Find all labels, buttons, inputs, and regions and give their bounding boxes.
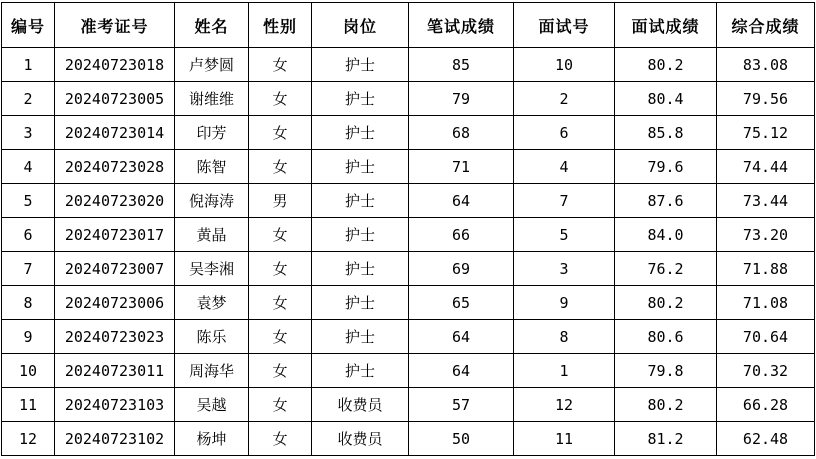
table-cell: 2 [514, 82, 615, 116]
table-cell: 3 [2, 116, 55, 150]
table-cell: 75.12 [717, 116, 815, 150]
table-cell: 护士 [312, 116, 409, 150]
table-cell: 男 [249, 184, 312, 218]
table-row [2, 388, 815, 422]
table-cell: 卢梦圆 [175, 48, 249, 82]
table-cell: 71.08 [717, 286, 815, 320]
table-cell: 71 [409, 150, 514, 184]
table-cell: 10 [514, 48, 615, 82]
table-cell: 57 [409, 388, 514, 422]
header-row [2, 3, 815, 48]
table-cell: 79.56 [717, 82, 815, 116]
table-cell: 女 [249, 150, 312, 184]
table-cell: 陈智 [175, 150, 249, 184]
table-cell: 66.28 [717, 388, 815, 422]
table-cell: 7 [2, 252, 55, 286]
table-cell: 12 [2, 422, 55, 456]
table-cell: 黄晶 [175, 218, 249, 252]
table-cell: 护士 [312, 218, 409, 252]
column-header: 岗位 [312, 3, 409, 48]
table-cell: 倪海涛 [175, 184, 249, 218]
table-cell: 64 [409, 354, 514, 388]
table-cell: 3 [514, 252, 615, 286]
table-cell: 20240723011 [55, 354, 175, 388]
table-cell: 护士 [312, 184, 409, 218]
table-row [2, 82, 815, 116]
table-cell: 女 [249, 388, 312, 422]
table-cell: 护士 [312, 252, 409, 286]
table-cell: 4 [2, 150, 55, 184]
table-cell: 87.6 [615, 184, 717, 218]
table-cell: 女 [249, 116, 312, 150]
column-header: 面试成绩 [615, 3, 717, 48]
table-cell: 护士 [312, 150, 409, 184]
table-cell: 80.4 [615, 82, 717, 116]
table-cell: 1 [514, 354, 615, 388]
table-cell: 73.20 [717, 218, 815, 252]
table-cell: 20240723023 [55, 320, 175, 354]
table-cell: 11 [514, 422, 615, 456]
table-cell: 11 [2, 388, 55, 422]
table-cell: 79 [409, 82, 514, 116]
table-cell: 8 [514, 320, 615, 354]
table-cell: 袁梦 [175, 286, 249, 320]
table-body [2, 48, 815, 456]
table-cell: 85 [409, 48, 514, 82]
table-cell: 20240723005 [55, 82, 175, 116]
table-cell: 9 [2, 320, 55, 354]
table-cell: 5 [2, 184, 55, 218]
table-row [2, 48, 815, 82]
table-cell: 7 [514, 184, 615, 218]
column-header: 综合成绩 [717, 3, 815, 48]
column-header: 准考证号 [55, 3, 175, 48]
table-cell: 8 [2, 286, 55, 320]
table-row [2, 184, 815, 218]
table-cell: 80.2 [615, 388, 717, 422]
table-cell: 76.2 [615, 252, 717, 286]
table-cell: 收费员 [312, 422, 409, 456]
table-cell: 80.2 [615, 286, 717, 320]
table-cell: 83.08 [717, 48, 815, 82]
table-cell: 20240723006 [55, 286, 175, 320]
table-cell: 80.2 [615, 48, 717, 82]
table-cell: 81.2 [615, 422, 717, 456]
table-header [2, 3, 815, 48]
column-header: 性别 [249, 3, 312, 48]
table-cell: 女 [249, 422, 312, 456]
table-row [2, 116, 815, 150]
table-cell: 女 [249, 286, 312, 320]
table-row [2, 286, 815, 320]
table-row [2, 150, 815, 184]
table-cell: 女 [249, 82, 312, 116]
results-table-container [1, 2, 814, 456]
column-header: 编号 [2, 3, 55, 48]
table-cell: 6 [2, 218, 55, 252]
table-cell: 68 [409, 116, 514, 150]
table-row [2, 252, 815, 286]
table-cell: 收费员 [312, 388, 409, 422]
table-cell: 印芳 [175, 116, 249, 150]
table-cell: 吴李湘 [175, 252, 249, 286]
table-cell: 女 [249, 354, 312, 388]
table-cell: 64 [409, 320, 514, 354]
table-cell: 50 [409, 422, 514, 456]
table-cell: 65 [409, 286, 514, 320]
table-cell: 79.8 [615, 354, 717, 388]
table-row [2, 422, 815, 456]
table-cell: 20240723014 [55, 116, 175, 150]
table-cell: 5 [514, 218, 615, 252]
column-header: 姓名 [175, 3, 249, 48]
table-cell: 64 [409, 184, 514, 218]
table-cell: 70.32 [717, 354, 815, 388]
table-row [2, 320, 815, 354]
column-header: 面试号 [514, 3, 615, 48]
table-cell: 周海华 [175, 354, 249, 388]
table-cell: 66 [409, 218, 514, 252]
table-cell: 护士 [312, 82, 409, 116]
table-cell: 80.6 [615, 320, 717, 354]
table-cell: 4 [514, 150, 615, 184]
table-cell: 20240723028 [55, 150, 175, 184]
table-cell: 护士 [312, 354, 409, 388]
table-cell: 女 [249, 320, 312, 354]
table-cell: 70.64 [717, 320, 815, 354]
table-cell: 62.48 [717, 422, 815, 456]
table-cell: 2 [2, 82, 55, 116]
table-cell: 20240723007 [55, 252, 175, 286]
table-cell: 女 [249, 252, 312, 286]
table-cell: 护士 [312, 48, 409, 82]
table-cell: 9 [514, 286, 615, 320]
exam-results-table [1, 2, 815, 456]
table-cell: 20240723020 [55, 184, 175, 218]
table-cell: 1 [2, 48, 55, 82]
table-cell: 6 [514, 116, 615, 150]
table-cell: 10 [2, 354, 55, 388]
table-cell: 79.6 [615, 150, 717, 184]
table-cell: 护士 [312, 320, 409, 354]
table-cell: 吴越 [175, 388, 249, 422]
table-cell: 74.44 [717, 150, 815, 184]
table-cell: 84.0 [615, 218, 717, 252]
table-cell: 陈乐 [175, 320, 249, 354]
column-header: 笔试成绩 [409, 3, 514, 48]
table-cell: 73.44 [717, 184, 815, 218]
table-cell: 杨坤 [175, 422, 249, 456]
table-cell: 20240723103 [55, 388, 175, 422]
table-cell: 女 [249, 48, 312, 82]
table-cell: 12 [514, 388, 615, 422]
table-cell: 谢维维 [175, 82, 249, 116]
table-row [2, 354, 815, 388]
table-cell: 护士 [312, 286, 409, 320]
table-cell: 20240723102 [55, 422, 175, 456]
table-row [2, 218, 815, 252]
table-cell: 71.88 [717, 252, 815, 286]
table-cell: 20240723018 [55, 48, 175, 82]
table-cell: 女 [249, 218, 312, 252]
table-cell: 69 [409, 252, 514, 286]
table-cell: 20240723017 [55, 218, 175, 252]
table-cell: 85.8 [615, 116, 717, 150]
